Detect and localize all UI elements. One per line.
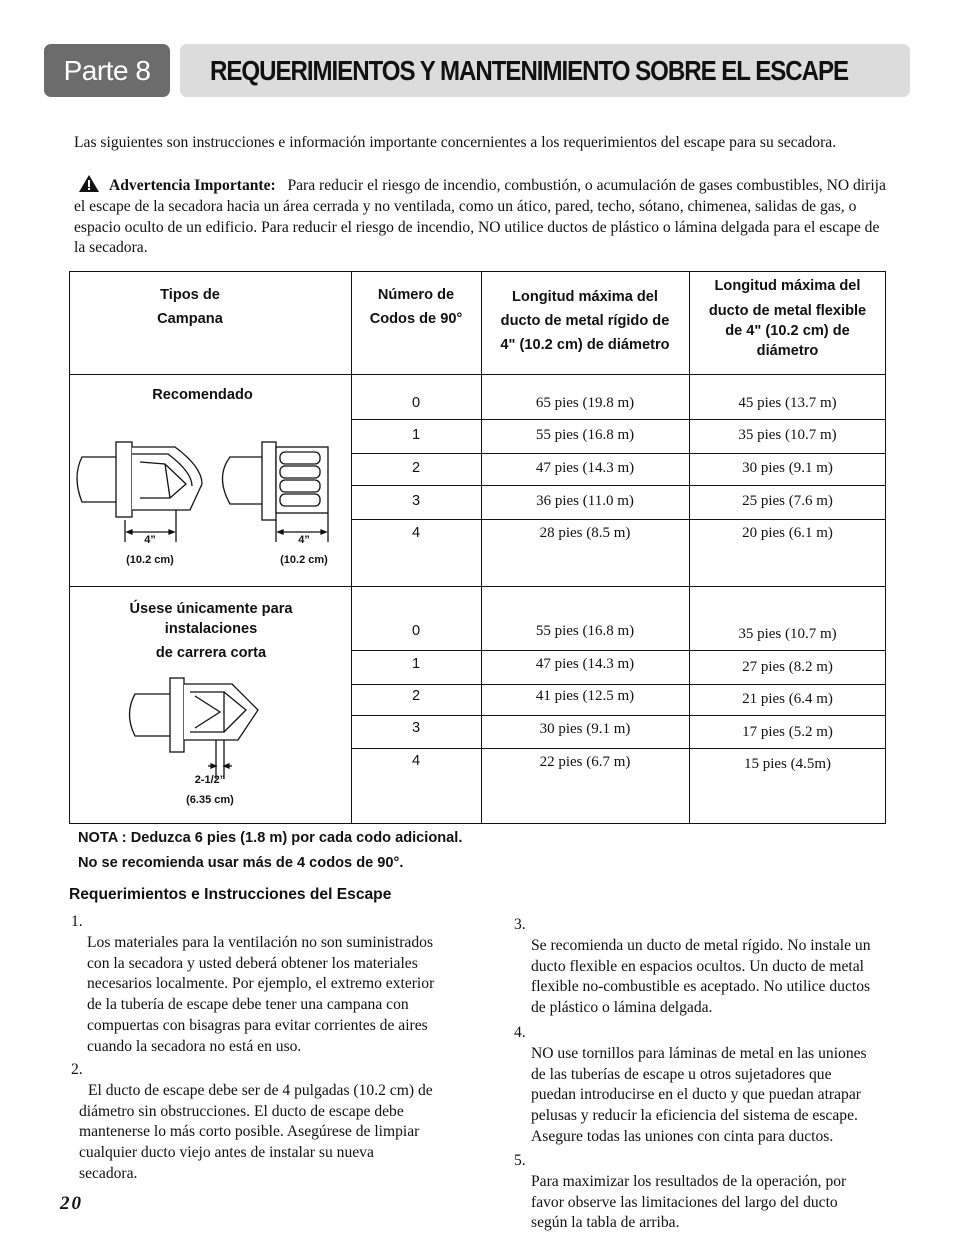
warning-paragraph — [74, 175, 889, 259]
requirement-item-4: 4. NO use tornillos para láminas de metal en las uniones de las tuberías de escape u otros sujetadores que puedan introducirse en el ducto y que puedan atrapar pelusas y reducir la eficiencia del sistema de escape. Asegure todas las uniones con cinta para ductos. — [514, 1024, 867, 1145]
vent-length-table — [69, 271, 886, 824]
intro-paragraph: Las siguientes son instrucciones e información importante concernientes a los requerimientos del escape para su secadora. — [74, 134, 837, 151]
elbows-cell: 4 — [411, 525, 421, 541]
flex-length-cell: 25 pies (7.6 m) — [742, 493, 833, 509]
dim-short-inches: 2-1/2” — [194, 774, 226, 786]
requirement-item-2: 2. El ducto de escape debe ser de 4 pulgadas (10.2 cm) de diámetro sin obstrucciones. El ducto de escape debe mantenerse lo más corto posible. Asegúrese de limpiar cualquier ducto viejo antes de instalar su nueva secadora. — [71, 1061, 433, 1182]
dim-right-inches: 4” — [298, 534, 310, 546]
note-max-elbows: No se recomienda usar más de 4 codos de 90°. — [78, 855, 404, 871]
header-hood-type: Tipos de Campana — [157, 287, 223, 327]
header-elbows: Número de Codos de 90° — [369, 287, 463, 327]
group-recommended-label: Recomendado — [152, 387, 253, 403]
flex-length-cell: 15 pies (4.5m) — [743, 756, 832, 772]
rigid-length-cell: 55 pies (16.8 m) — [535, 623, 635, 639]
warning-icon — [79, 175, 99, 192]
flex-length-cell: 30 pies (9.1 m) — [742, 460, 833, 476]
rigid-length-cell: 55 pies (16.8 m) — [535, 427, 635, 443]
flex-length-cell: 20 pies (6.1 m) — [742, 525, 833, 541]
flex-length-cell: 21 pies (6.4 m) — [742, 691, 833, 707]
warning-text: Para reducir el riesgo de incendio, combustión, o acumulación de gases combustibles, NO dirija el escape de la secadora hacia un área cerrada y no ventilada, como un ático, pared, techo, sótano, chimenea, salidas de gas, o espacio oculto de un edificio. Para reducir el riesgo de incendio, NO utilice ductos de plástico o lámina delgada para el escape de la secadora. — [74, 177, 886, 257]
rigid-length-cell: 47 pies (14.3 m) — [535, 656, 635, 672]
header-flex-duct: Longitud máxima del ducto de metal flexible de 4" (10.2 cm) de diámetro — [708, 278, 867, 359]
group-short-run-label: Úsese únicamente para instalaciones de carrera corta — [129, 601, 293, 661]
part-label: Parte 8 — [63, 54, 151, 86]
louvered-hood-illustration — [70, 432, 350, 542]
rigid-length-cell: 65 pies (19.8 m) — [535, 395, 635, 411]
flex-length-cell: 45 pies (13.7 m) — [738, 395, 837, 411]
requirement-item-3: 3. Se recomienda un ducto de metal rígido. No instale un ducto flexible en espacios ocultos. Un ducto de metal flexible no-combustible es aceptado. No utilice ductos de plástico o lámina delgada. — [514, 916, 871, 1017]
note-deduct: NOTA : Deduzca 6 pies (1.8 m) por cada codo adicional. — [78, 830, 463, 846]
dim-left-inches: 4” — [144, 534, 156, 546]
warning-label: Advertencia Importante: — [109, 177, 276, 194]
dim-left-cm: (10.2 cm) — [126, 554, 174, 566]
flex-length-cell: 17 pies (5.2 m) — [742, 724, 833, 740]
part-tab — [44, 44, 170, 97]
elbows-cell: 3 — [411, 720, 421, 736]
flex-length-cell: 35 pies (10.7 m) — [738, 427, 837, 443]
elbows-cell: 2 — [411, 688, 421, 704]
elbows-cell: 0 — [411, 395, 421, 411]
short-run-hood-illustration — [120, 674, 320, 779]
elbows-cell: 3 — [411, 493, 421, 509]
rigid-length-cell: 36 pies (11.0 m) — [536, 493, 634, 509]
title-bar — [180, 44, 910, 97]
rigid-length-cell: 47 pies (14.3 m) — [535, 460, 635, 476]
rigid-length-cell: 28 pies (8.5 m) — [539, 525, 631, 541]
requirements-heading: Requerimientos e Instrucciones del Escape — [69, 886, 392, 903]
flex-length-cell: 35 pies (10.7 m) — [738, 626, 837, 642]
dim-right-cm: (10.2 cm) — [280, 554, 328, 566]
rigid-length-cell: 30 pies (9.1 m) — [539, 721, 631, 737]
rigid-length-cell: 41 pies (12.5 m) — [535, 688, 635, 704]
elbows-cell: 0 — [411, 623, 421, 639]
elbows-cell: 1 — [411, 427, 421, 443]
dim-short-cm: (6.35 cm) — [186, 794, 234, 806]
page-title: REQUERIMIENTOS Y MANTENIMIENTO SOBRE EL ESCAPE — [210, 54, 849, 86]
requirement-item-5: 5. Para maximizar los resultados de la operación, por favor observe las limitaciones del largo del ducto según la tabla de arriba. — [514, 1152, 847, 1232]
page-number: 20 — [60, 1193, 83, 1214]
header-rigid-duct: Longitud máxima del ducto de metal rígido de 4" (10.2 cm) de diámetro — [500, 289, 670, 353]
elbows-cell: 4 — [411, 753, 421, 769]
rigid-length-cell: 22 pies (6.7 m) — [539, 754, 631, 770]
elbows-cell: 2 — [411, 460, 421, 476]
requirement-item-1: 1. Los materiales para la ventilación no son suministrados con la secadora y usted deberá obtener los materiales necesarios localmente. Por ejemplo, el extremo exterior de la tubería de escape debe tener una campana con compuertas con bisagras para evitar corrientes de aires cuando la secadora no está en uso. — [71, 913, 435, 1055]
flex-length-cell: 27 pies (8.2 m) — [742, 659, 833, 675]
elbows-cell: 1 — [411, 656, 421, 672]
